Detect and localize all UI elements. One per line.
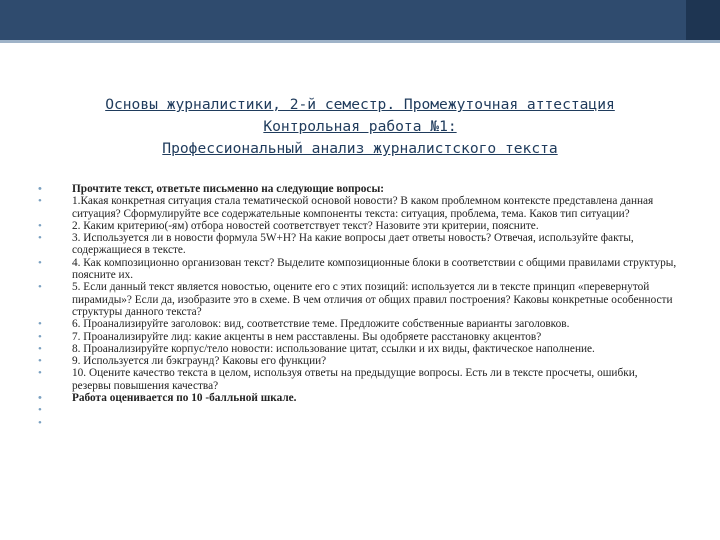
list-item-text: 3. Используется ли в новости формула 5W+H? На какие вопросы дает ответы новость? Отвечая, используйте факты, содержащиеся в тексте. xyxy=(72,232,634,257)
title-line-2: Контрольная работа №1: xyxy=(263,118,457,135)
list-item-question-7 xyxy=(38,331,678,343)
list-item-question-2 xyxy=(38,220,678,232)
list-item-question-5 xyxy=(38,281,678,318)
bullet-icon: • xyxy=(38,342,42,355)
list-item-text: 8. Проанализируйте корпус/тело новости: использование цитат, ссылки и их виды, фактическое наполнение. xyxy=(72,342,595,355)
slide-title xyxy=(0,94,720,160)
bullet-icon: • xyxy=(38,367,42,380)
top-banner xyxy=(0,0,720,40)
list-item-grading xyxy=(38,392,678,404)
list-item-text: Прочтите текст, ответьте письменно на следующие вопросы: xyxy=(72,183,385,195)
bullet-icon: • xyxy=(38,256,42,269)
bullet-icon: • xyxy=(38,404,42,417)
list-item-text: 1.Какая конкретная ситуация стала тематической основой новости? В каком проблемном контексте представлена данная ситуация? Сформулируйте все содержательные компоненты текста: ситуация, проблема, тема. Каков тип ситуации? xyxy=(72,195,654,220)
list-item-question-3 xyxy=(38,232,678,257)
question-list xyxy=(38,183,678,429)
bullet-icon: • xyxy=(38,318,42,331)
list-item-text: 6. Проанализируйте заголовок: вид, соответствие теме. Предложите собственные варианты заголовков. xyxy=(72,318,570,331)
list-item-instruction xyxy=(38,183,678,195)
list-item-question-9 xyxy=(38,355,678,367)
bullet-icon: • xyxy=(38,183,42,195)
list-item-question-4 xyxy=(38,257,678,282)
bullet-icon: • xyxy=(38,416,42,429)
list-item-empty xyxy=(38,404,678,416)
list-item-empty xyxy=(38,417,678,429)
list-item-text: 9. Используется ли бэкграунд? Каковы его функции? xyxy=(72,355,327,368)
list-item-text: 10. Оцените качество текста в целом, используя ответы на предыдущие вопросы. Есть ли в тексте просчеты, ошибки, резервы повышения качества? xyxy=(72,367,638,392)
bullet-icon: • xyxy=(38,330,42,343)
bullet-icon: • xyxy=(38,392,42,405)
bullet-icon: • xyxy=(38,355,42,368)
list-item-question-6 xyxy=(38,318,678,330)
list-item-question-8 xyxy=(38,343,678,355)
list-item-text: 4. Как композиционно организован текст? Выделите композиционные блоки в соответствии с общими правилами структуры, поясните их. xyxy=(72,256,677,282)
list-item-text: 5. Если данный текст является новостью, оцените его с этих позиций: используется ли в тексте принцип «перевернутой пирамиды»? Если да, изобразите это в схеме. В чем отличия от общих правил построения? Каковы конкретные особенности структуры данного текста? xyxy=(72,281,673,318)
list-item-text: Работа оценивается по 10 -балльной шкале. xyxy=(72,392,297,405)
list-item-question-10 xyxy=(38,367,678,392)
list-item-question-1 xyxy=(38,195,678,220)
list-item-text xyxy=(72,417,75,429)
title-line-1: Основы журналистики, 2-й семестр. Промежуточная аттестация xyxy=(105,96,615,113)
list-item-text: 2. Каким критерию(-ям) отбора новостей соответствует текст? Назовите эти критерии, поясните. xyxy=(72,219,539,232)
bullet-icon: • xyxy=(38,195,42,208)
top-banner-divider xyxy=(0,40,720,43)
bullet-icon: • xyxy=(38,281,42,294)
title-line-3: Профессиональный анализ журналистского текста xyxy=(162,140,558,157)
list-item-text: 7. Проанализируйте лид: какие акценты в нем расставлены. Вы одобряете расстановку акцентов? xyxy=(72,330,542,343)
list-item-text xyxy=(72,404,75,416)
bullet-icon: • xyxy=(38,232,42,245)
top-banner-accent xyxy=(686,0,720,40)
bullet-icon: • xyxy=(38,219,42,232)
